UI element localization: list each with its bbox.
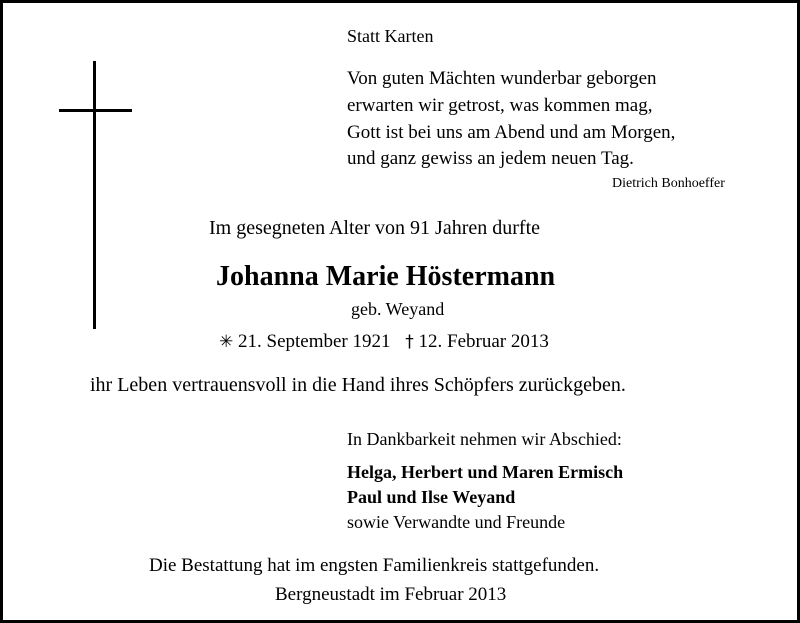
death-cross-icon: † (405, 332, 414, 352)
poem-line: Von guten Mächten wunderbar geborgen (347, 68, 657, 89)
poem-line: erwarten wir getrost, was kommen mag, (347, 95, 653, 116)
deceased-name: Johanna Marie Höstermann (216, 261, 556, 292)
poem-line: Gott ist bei uns am Abend und am Morgen, (347, 122, 676, 143)
birth-star-icon: ✳ (219, 332, 234, 352)
death-date: 12. Februar 2013 (418, 331, 549, 352)
poem-line: und ganz gewiss an jedem neuen Tag. (347, 148, 634, 169)
cross-vertical-bar (93, 61, 96, 329)
mourner-name: Paul und Ilse Weyand (347, 487, 516, 507)
funeral-note: Die Bestattung hat im engsten Familienkreis stattgefunden. (149, 555, 600, 576)
cross-horizontal-bar (59, 109, 132, 112)
maiden-name: geb. Weyand (351, 299, 445, 319)
intro-text: Im gesegneten Alter von 91 Jahren durfte (209, 217, 541, 239)
farewell-others: sowie Verwandte und Freunde (347, 512, 566, 532)
place-date: Bergneustadt im Februar 2013 (275, 584, 507, 605)
poem-author: Dietrich Bonhoeffer (612, 176, 725, 191)
statement-text: ihr Leben vertrauensvoll in die Hand ihres Schöpfers zurückgeben. (90, 374, 626, 396)
mourner-name: Helga, Herbert und Maren Ermisch (347, 462, 624, 482)
birth-date: 21. September 1921 (238, 331, 391, 352)
header-text: Statt Karten (347, 26, 434, 46)
farewell-intro: In Dankbarkeit nehmen wir Abschied: (347, 429, 622, 449)
life-dates (219, 332, 549, 351)
